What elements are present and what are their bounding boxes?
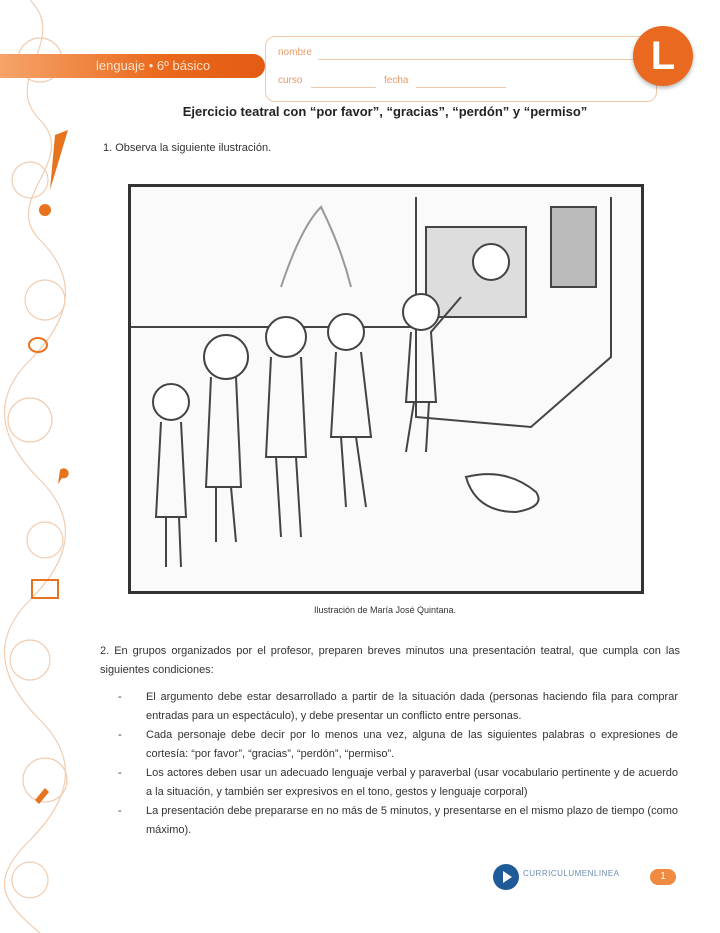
comma-icon	[58, 468, 69, 484]
condition-item: - Cada personaje debe decir por lo menos una vez, alguna de las siguientes palabras o expresiones de cortesía: “por favor”, “gracias”, “perdón”, “permiso”.	[118, 726, 678, 764]
fecha-label: fecha	[384, 75, 409, 86]
subject-badge: L	[633, 26, 693, 86]
drop-icon	[39, 204, 51, 216]
student-info-box	[265, 36, 657, 102]
condition-item: - La presentación debe prepararse en no más de 5 minutos, y presentarse en el mismo plazo de tiempo (como máximo).	[118, 802, 678, 840]
subject-label: lenguaje • 6º básico	[96, 58, 211, 73]
condition-item: - Los actores deben usar un adecuado lenguaje verbal y paraverbal (usar vocabulario pertinente y de acuerdo a la situación, y también ser expresivos en el tono, gestos y lenguaje corporal)	[118, 764, 678, 802]
curso-field[interactable]	[311, 87, 376, 88]
conditions-list	[118, 688, 678, 840]
nombre-label: nombre	[278, 47, 312, 58]
decorative-swirl-border	[0, 0, 80, 933]
page-number: 1	[650, 869, 676, 885]
brand-logo-text: CURRICULUMENLINEA	[523, 869, 620, 878]
page-title: Ejercicio teatral con “por favor”, “gracias”, “perdón” y “permiso”	[182, 104, 588, 119]
subject-band	[0, 54, 265, 78]
curso-label: curso	[278, 75, 303, 86]
speech-bubble-icon	[29, 338, 47, 352]
question-2: 2. En grupos organizados por el profesor, preparen breves minutos una presentación teatral, que cumpla con las siguientes condiciones:	[100, 645, 680, 676]
question-1: 1. Observa la siguiente ilustración.	[103, 142, 272, 154]
illustration-caption: Ilustración de María José Quintana.	[313, 605, 457, 615]
quill-icon	[50, 130, 68, 190]
condition-item: - El argumento debe estar desarrollado a partir de la situación dada (personas haciendo fila para comprar entradas para un espectáculo), y debe presentar un conflicto entre personas.	[118, 688, 678, 726]
queue-illustration	[131, 187, 641, 591]
illustration	[128, 184, 644, 594]
play-logo-icon	[493, 864, 519, 890]
fecha-field[interactable]	[416, 87, 506, 88]
nombre-field[interactable]	[318, 59, 638, 60]
